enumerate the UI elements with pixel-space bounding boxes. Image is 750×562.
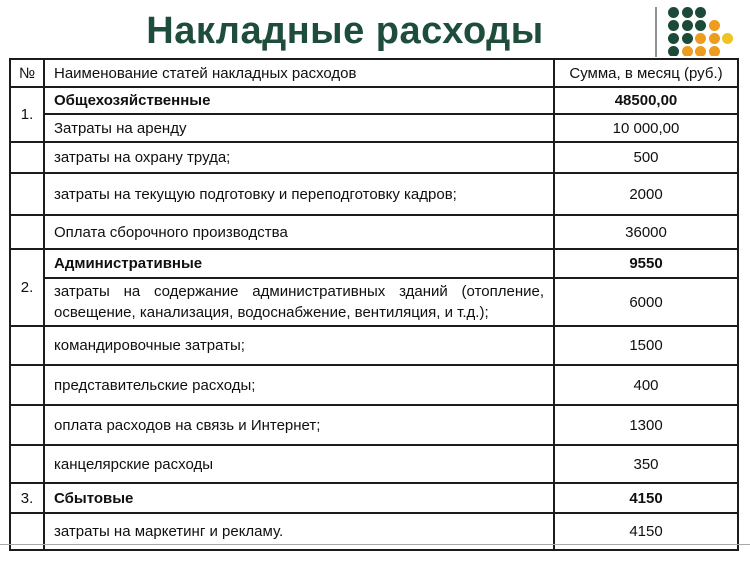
green-dot-icon [682, 20, 693, 31]
row-num-cell: 1. [10, 87, 44, 142]
table-row [10, 215, 738, 249]
row-name-cell: канцелярские расходы [44, 445, 554, 483]
table-row [10, 405, 738, 445]
bottom-edge-line [0, 544, 750, 545]
row-name-cell: затраты на маркетинг и рекламу. [44, 513, 554, 550]
row-name-cell: Административные [44, 249, 554, 278]
row-name-cell: Оплата сборочного производства [44, 215, 554, 249]
row-sum-cell: 1500 [554, 326, 738, 365]
table-row [10, 142, 738, 173]
orange-dot-icon [682, 46, 693, 56]
table-row [10, 278, 738, 326]
row-sum-cell: 36000 [554, 215, 738, 249]
yellow-dot-icon [722, 33, 733, 44]
title-divider-line [655, 7, 657, 57]
table-row [10, 249, 738, 278]
row-num-cell [10, 405, 44, 445]
table-row [10, 483, 738, 513]
table-row [10, 114, 738, 142]
green-dot-icon [695, 20, 706, 31]
row-num-cell [10, 445, 44, 483]
col-header-sum: Сумма, в месяц (руб.) [554, 59, 738, 87]
row-num-cell [10, 215, 44, 249]
row-name-cell: затраты на охрану труда; [44, 142, 554, 173]
row-sum-cell: 48500,00 [554, 87, 738, 114]
green-dot-icon [668, 33, 679, 44]
table-row [10, 87, 738, 114]
green-dot-icon [668, 46, 679, 56]
row-sum-cell: 4150 [554, 513, 738, 550]
green-dot-icon [695, 7, 706, 18]
orange-dot-icon [695, 46, 706, 56]
row-name-cell: оплата расходов на связь и Интернет; [44, 405, 554, 445]
row-name-cell: затраты на текущую подготовку и переподготовку кадров; [44, 173, 554, 215]
slide-title: Накладные расходы [146, 10, 544, 52]
expenses-table [9, 58, 739, 551]
row-name-cell: Общехозяйственные [44, 87, 554, 114]
green-dot-icon [682, 7, 693, 18]
orange-dot-icon [695, 33, 706, 44]
dots-logo-icon [668, 7, 738, 56]
row-num-cell [10, 142, 44, 173]
col-header-name: Наименование статей накладных расходов [44, 59, 554, 87]
orange-dot-icon [709, 46, 720, 56]
row-sum-cell: 9550 [554, 249, 738, 278]
table-row [10, 445, 738, 483]
green-dot-icon [668, 7, 679, 18]
row-sum-cell: 500 [554, 142, 738, 173]
row-sum-cell: 350 [554, 445, 738, 483]
row-sum-cell: 10 000,00 [554, 114, 738, 142]
row-sum-cell: 1300 [554, 405, 738, 445]
table-header-row [10, 59, 738, 87]
row-sum-cell: 4150 [554, 483, 738, 513]
row-num-cell [10, 326, 44, 365]
row-name-cell: затраты на содержание административных зданий (отопление, освещение, канализация, водоснабжение, вентиляция, и т.д.); [44, 278, 554, 326]
row-num-cell [10, 173, 44, 215]
row-num-cell: 3. [10, 483, 44, 513]
green-dot-icon [682, 33, 693, 44]
green-dot-icon [668, 20, 679, 31]
orange-dot-icon [709, 20, 720, 31]
row-sum-cell: 2000 [554, 173, 738, 215]
row-name-cell: командировочные затраты; [44, 326, 554, 365]
row-name-cell: Сбытовые [44, 483, 554, 513]
table-row [10, 326, 738, 365]
col-header-num: № [10, 59, 44, 87]
table-row [10, 365, 738, 405]
row-name-cell: представительские расходы; [44, 365, 554, 405]
row-name-cell: Затраты на аренду [44, 114, 554, 142]
row-sum-cell: 6000 [554, 278, 738, 326]
orange-dot-icon [709, 33, 720, 44]
table-row [10, 173, 738, 215]
row-num-cell [10, 365, 44, 405]
row-num-cell: 2. [10, 249, 44, 326]
row-sum-cell: 400 [554, 365, 738, 405]
